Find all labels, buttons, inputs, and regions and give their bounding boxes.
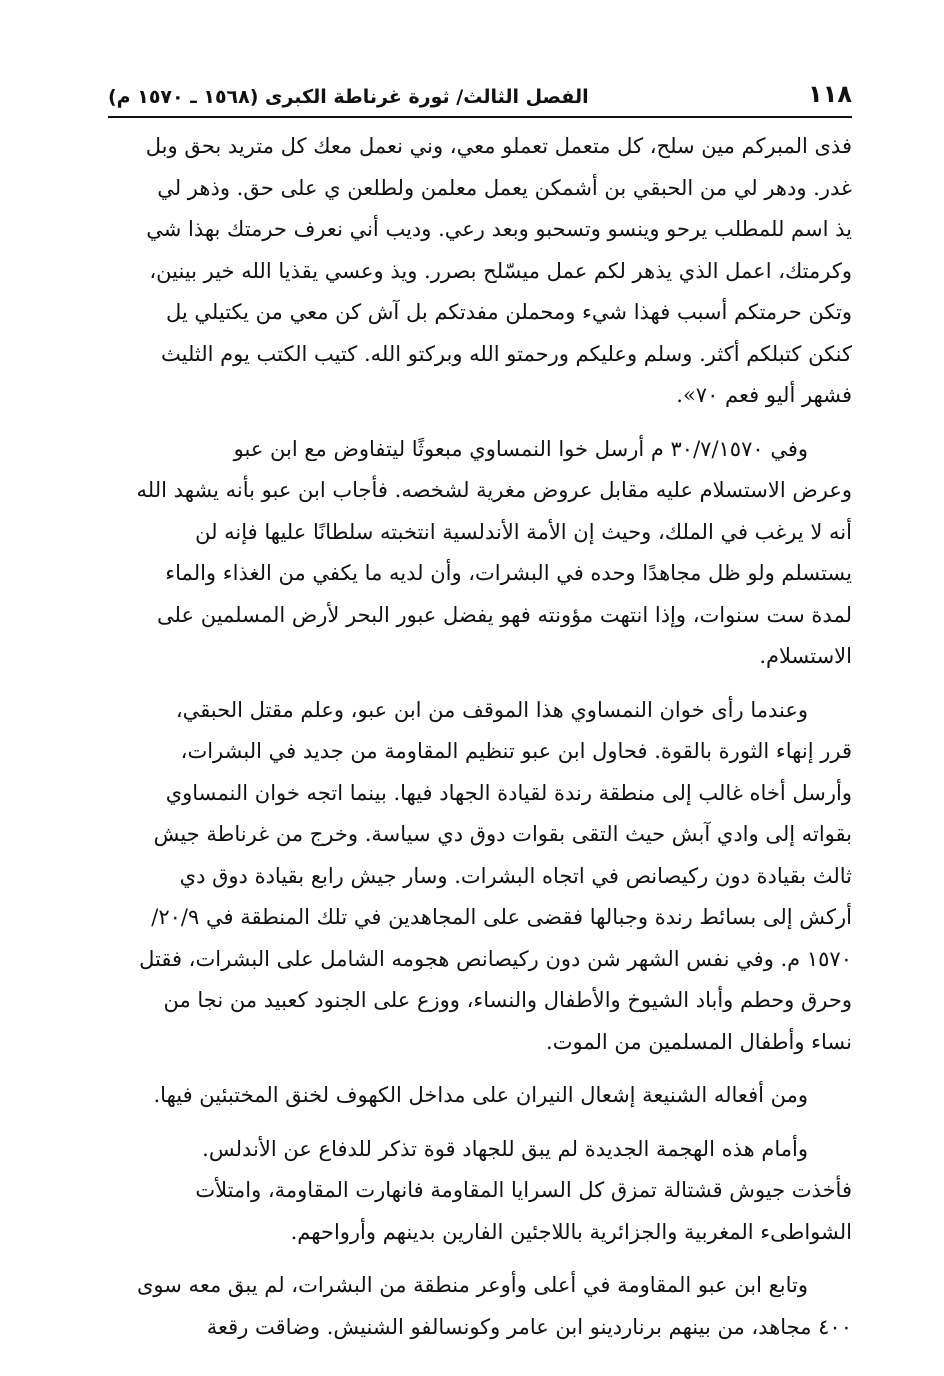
paragraph-resistance (108, 1265, 852, 1348)
body-text (108, 126, 852, 1348)
text-line: نساء وأطفال المسلمين من الموت. (546, 1029, 852, 1054)
paragraph-caves (108, 1075, 852, 1117)
text-line: لمدة ست سنوات، وإذا انتهت مؤونته فهو يفضل عبور البحر لأرض المسلمين على (157, 602, 852, 627)
text-line: وكرمتك، اعمل الذي يذهر لكم عمل ميسّلح بصرر. ويذ وعسي يقذيا الله خير بينين، (149, 258, 852, 283)
text-line: وعرض الاستسلام عليه مقابل عروض مغرية لشخصه. فأجاب ابن عبو بأنه يشهد الله (136, 478, 852, 502)
text-line: وعندما رأى خوان النمساوي هذا الموقف من ابن عبو، وعلم مقتل الحبقي، (175, 697, 808, 722)
text-line: ومن أفعاله الشنيعة إشعال النيران على مداخل الكهوف لخنق المختبئين فيها. (153, 1083, 808, 1107)
paragraph-envoy (108, 429, 852, 678)
text-line: ثالث بقيادة دون ركيصانص في اتجاه البشرات. وسار جيش رابع بقيادة دوق دي (179, 863, 852, 888)
text-line: بقواته إلى وادي آبش حيث التقى بقوات دوق دي سياسة. وخرج من غرناطة جيش (153, 822, 852, 846)
running-title: الفصل الثالث/ ثورة غرناطة الكبرى (١٥٦٨ ـ ١٥٧٠ م) (108, 86, 589, 108)
text-line: أركش إلى بسائط رندة وجبالها فقضى على المجاهدين في تلك المنطقة في ٢٠/٩/ (151, 905, 852, 929)
text-line: وتابع ابن عبو المقاومة في أعلى وأوعر منطقة من البشرات، لم يبق معه سوى (137, 1273, 808, 1297)
text-line: وفي ٣٠/٧/١٥٧٠ م أرسل خوا النمساوي مبعوثًا ليتفاوض مع ابن عبو (233, 436, 808, 461)
text-line: وأرسل أخاه غالب إلى منطقة رندة لقيادة الجهاد فيها. بينما اتجه خوان النمساوي (165, 780, 852, 805)
page-header (108, 78, 852, 118)
text-line: وأمام هذه الهجمة الجديدة لم يبق للجهاد قوة تذكر للدفاع عن الأندلس. (202, 1136, 808, 1161)
text-line: أنه لا يرغب في الملك، وحيث إن الأمة الأندلسية انتخبته سلطانًا عليها فإنه لن (195, 519, 852, 544)
text-line: وحرق وحطم وأباد الشيوخ والأطفال والنساء، ووزع على الجنود كعبيد من نجا من (163, 988, 852, 1012)
text-line: فشهر أليو فعم ٧٠». (676, 383, 852, 407)
paragraph-letter-quote (108, 126, 852, 417)
text-line: فذى المبركم مين سلح، كل متعمل تعملو معي، وني نعمل معك كل متريد بحق وبل (145, 134, 852, 158)
text-line: الشواطىء المغربية والجزائرية باللاجئين الفارين بدينهم وأرواحهم. (290, 1219, 852, 1244)
text-line: كنكن كتبلكم أكثر. وسلم وعليكم ورحمتو الله وبركتو الله. كتيب الكتب يوم الثليث (160, 341, 852, 366)
text-line: وتكن حرمتكم أسبب فهذا شيء ومحملن مفدتكم بل آش كن معي من يكتيلي يل (166, 300, 852, 324)
paragraph-campaign (108, 690, 852, 1064)
text-line: يذ اسم للمطلب يرحو وينسو وتسحبو وبعد رعي. وديب أني نعرف حرمتك بهذا شي (146, 217, 852, 241)
text-line: ٤٠٠ مجاهد، من بينهم برناردينو ابن عامر وكونسالفو الشنيش. وضاقت رقعة (206, 1314, 852, 1339)
text-line: غدر. ودهر لي من الحبقي بن أشمكن يعمل معلمن ولطلعن ي على حق. وذهر لي (157, 175, 852, 200)
page-number: ١١٨ (808, 80, 852, 108)
paragraph-collapse (108, 1129, 852, 1254)
text-line: الاستسلام. (759, 644, 852, 668)
text-line: فأخذت جيوش قشتالة تمزق كل السرايا المقاومة فانهارت المقاومة، وامتلأت (195, 1178, 852, 1202)
text-line: ١٥٧٠ م. وفي نفس الشهر شن دون ركيصانص هجومه الشامل على البشرات، فقتل (139, 946, 852, 971)
text-line: قرر إنهاء الثورة بالقوة. فحاول ابن عبو تنظيم المقاومة من جديد في البشرات، (180, 739, 852, 763)
text-line: يستسلم ولو ظل مجاهدًا وحده في البشرات، وأن لديه ما يكفي من الغذاء والماء (165, 561, 852, 585)
